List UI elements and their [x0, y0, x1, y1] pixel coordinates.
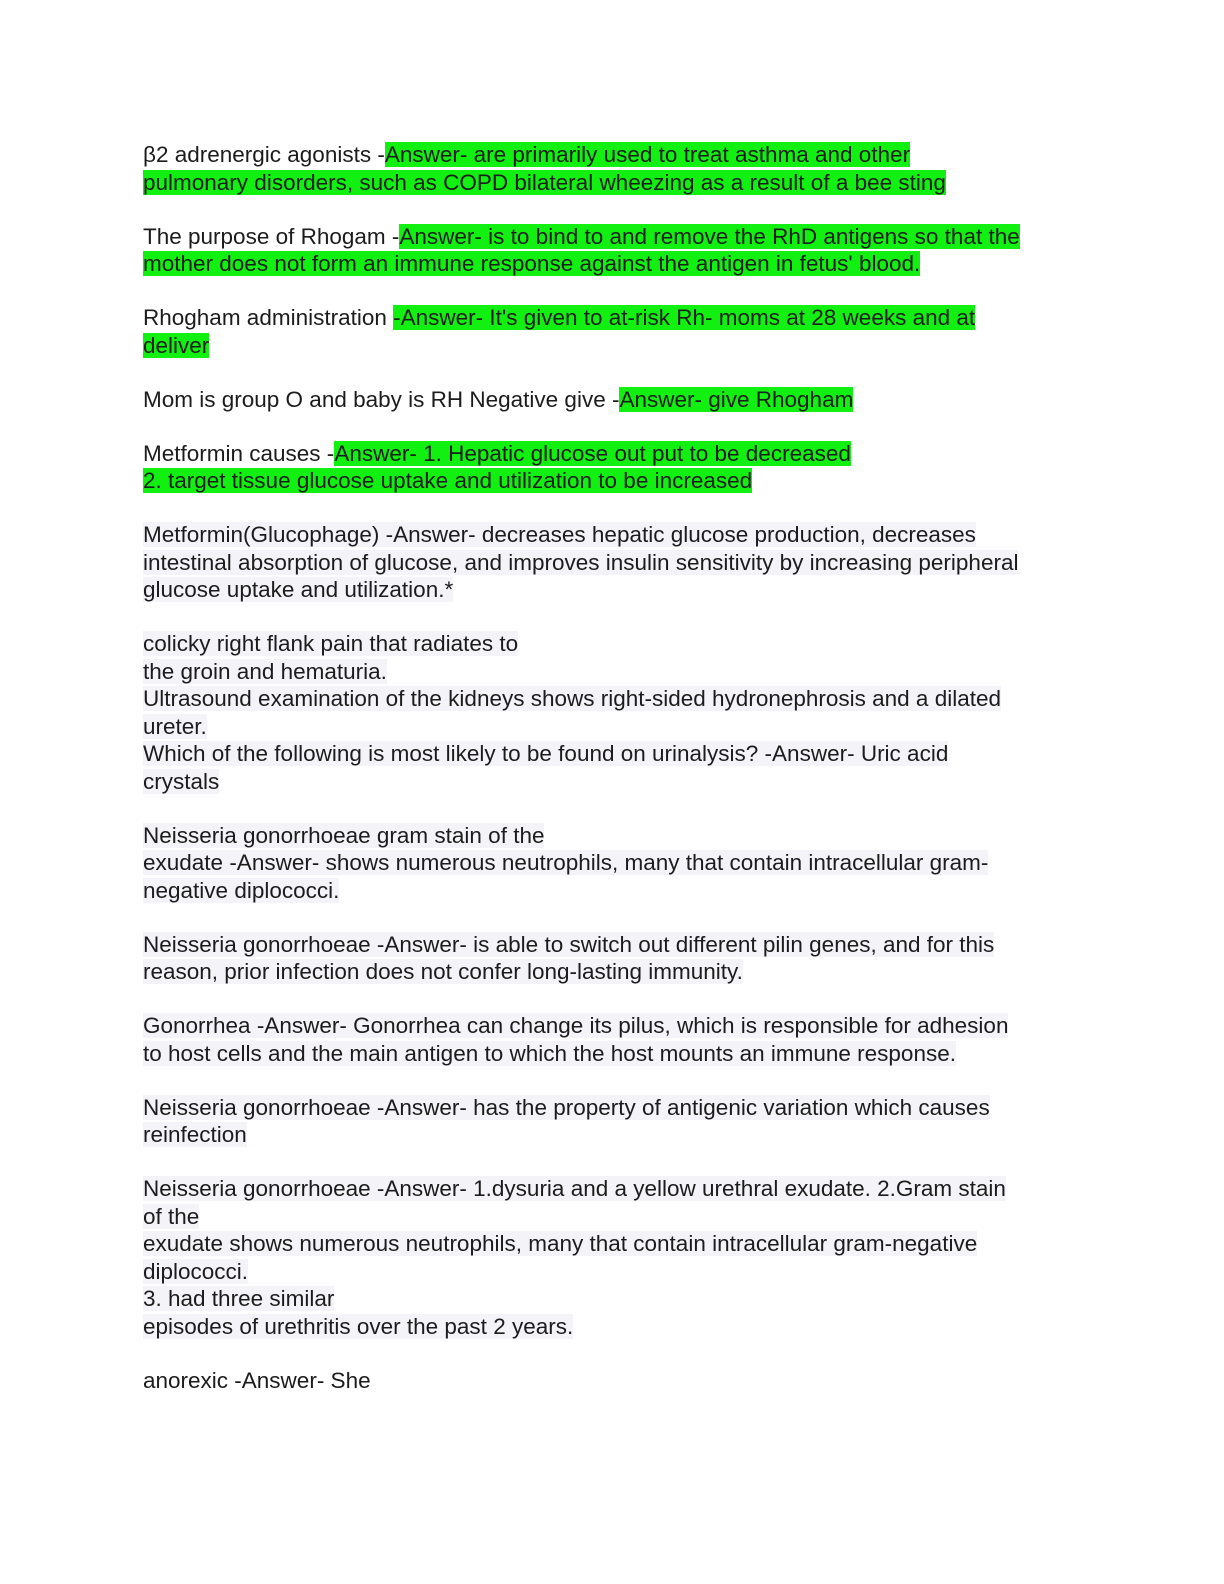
text-line [143, 576, 1083, 604]
question-text: reason, prior infection does not confer long-lasting immunity. [143, 959, 743, 984]
highlighted-answer-text: pulmonary disorders, such as COPD bilateral wheezing as a result of a bee sting [143, 169, 946, 195]
qa-entry [143, 386, 1083, 414]
text-line [143, 685, 1083, 713]
question-text: Rhogham administration [143, 305, 394, 330]
question-text: reinfection [143, 1122, 247, 1147]
question-text: negative diplococci. [143, 877, 340, 903]
text-line [143, 304, 1083, 332]
qa-entry [143, 931, 1083, 986]
highlighted-answer-text: 2. target tissue glucose uptake and utilization to be increased [143, 468, 753, 493]
text-line [143, 849, 1083, 877]
qa-entry [143, 521, 1083, 604]
paragraph-gap [143, 1340, 1083, 1367]
qa-entry [143, 1094, 1083, 1149]
highlighted-answer-text: Answer- give Rhogham [619, 386, 854, 412]
paragraph-gap [143, 495, 1083, 522]
highlighted-answer-text: -Answer- It's given to at-risk Rh- moms at 28 weeks and at [393, 305, 976, 330]
text-line [143, 1012, 1083, 1040]
text-line [143, 332, 1083, 360]
text-line [143, 768, 1083, 796]
text-line [143, 169, 1083, 197]
text-line [143, 467, 1083, 495]
text-line [143, 1040, 1083, 1068]
question-text: 3. had three similar [143, 1286, 335, 1311]
qa-entry [143, 304, 1083, 359]
qa-entry [143, 440, 1083, 495]
text-line [143, 250, 1083, 278]
text-line [143, 1258, 1083, 1286]
text-line [143, 658, 1083, 686]
paragraph-gap [143, 278, 1083, 305]
question-text: Ultrasound examination of the kidneys shows right-sided hydronephrosis and a dilated [143, 686, 1001, 711]
text-line [143, 386, 1083, 414]
question-text: glucose uptake and utilization.* [143, 577, 454, 602]
question-text: colicky right flank pain that radiates to [143, 631, 519, 656]
highlighted-answer-text: Answer- is to bind to and remove the RhD antigens so that the [399, 223, 1020, 249]
document-page [143, 141, 1083, 1394]
question-text: Metformin(Glucophage) -Answer- decreases hepatic glucose production, decreases [143, 522, 976, 547]
qa-entry [143, 1175, 1083, 1340]
text-line [143, 440, 1083, 468]
qa-entry [143, 223, 1083, 278]
question-text: exudate shows numerous neutrophils, many that contain intracellular gram-negative [143, 1231, 978, 1256]
paragraph-gap [143, 359, 1083, 386]
question-text: Neisseria gonorrhoeae -Answer- has the property of antigenic variation which causes [143, 1094, 990, 1120]
question-text: ureter. [143, 713, 207, 739]
question-text: Metformin causes - [143, 440, 335, 466]
text-line [143, 1175, 1083, 1203]
qa-entry [143, 822, 1083, 905]
paragraph-gap [143, 413, 1083, 440]
question-text: Neisseria gonorrhoeae gram stain of the [143, 822, 545, 848]
text-line [143, 1094, 1083, 1122]
text-line [143, 521, 1083, 549]
text-line [143, 1230, 1083, 1258]
question-text: β2 adrenergic agonists - [143, 142, 385, 167]
text-line [143, 1285, 1083, 1313]
question-text: of the [143, 1203, 200, 1229]
question-text: Neisseria gonorrhoeae -Answer- 1.dysuria and a yellow urethral exudate. 2.Gram stain [143, 1176, 1006, 1201]
paragraph-gap [143, 1067, 1083, 1094]
text-line [143, 713, 1083, 741]
question-text: Which of the following is most likely to be found on urinalysis? -Answer- Uric acid [143, 741, 949, 766]
question-text: diplococci. [143, 1258, 249, 1284]
question-text: Mom is group O and baby is RH Negative give - [143, 386, 620, 412]
paragraph-gap [143, 904, 1083, 931]
text-line [143, 931, 1083, 959]
text-line [143, 740, 1083, 768]
qa-entry [143, 1367, 1083, 1395]
qa-entry [143, 1012, 1083, 1067]
text-line [143, 549, 1083, 577]
paragraph-gap [143, 1149, 1083, 1176]
question-text: anorexic -Answer- She [143, 1367, 371, 1393]
qa-entry [143, 630, 1083, 795]
question-text: Neisseria gonorrhoeae -Answer- is able to switch out different pilin genes, and for this [143, 931, 995, 957]
question-text: episodes of urethritis over the past 2 years. [143, 1313, 574, 1339]
highlighted-answer-text: deliver [143, 332, 210, 358]
highlighted-answer-text: Answer- 1. Hepatic glucose out put to be decreased [334, 440, 851, 466]
text-line [143, 822, 1083, 850]
question-text: The purpose of Rhogam - [143, 223, 400, 249]
text-line [143, 1203, 1083, 1231]
paragraph-gap [143, 986, 1083, 1013]
text-line [143, 877, 1083, 905]
question-text: exudate -Answer- shows numerous neutrophils, many that contain intracellular gram- [143, 850, 989, 875]
text-line [143, 141, 1083, 169]
highlighted-answer-text: mother does not form an immune response against the antigen in fetus' blood. [143, 251, 921, 276]
paragraph-gap [143, 604, 1083, 631]
question-text: crystals [143, 768, 220, 794]
text-line [143, 223, 1083, 251]
text-line [143, 1313, 1083, 1341]
question-text: intestinal absorption of glucose, and improves insulin sensitivity by increasing peripheral [143, 549, 1019, 575]
text-line [143, 1367, 1083, 1395]
text-line [143, 630, 1083, 658]
highlighted-answer-text: Answer- are primarily used to treat asthma and other [384, 142, 911, 167]
text-line [143, 958, 1083, 986]
text-line [143, 1121, 1083, 1149]
question-text: Gonorrhea -Answer- Gonorrhea can change its pilus, which is responsible for adhesion [143, 1013, 1009, 1038]
paragraph-gap [143, 196, 1083, 223]
question-text: the groin and hematuria. [143, 658, 387, 684]
paragraph-gap [143, 795, 1083, 822]
question-text: to host cells and the main antigen to which the host mounts an immune response. [143, 1040, 956, 1066]
qa-entry [143, 141, 1083, 196]
